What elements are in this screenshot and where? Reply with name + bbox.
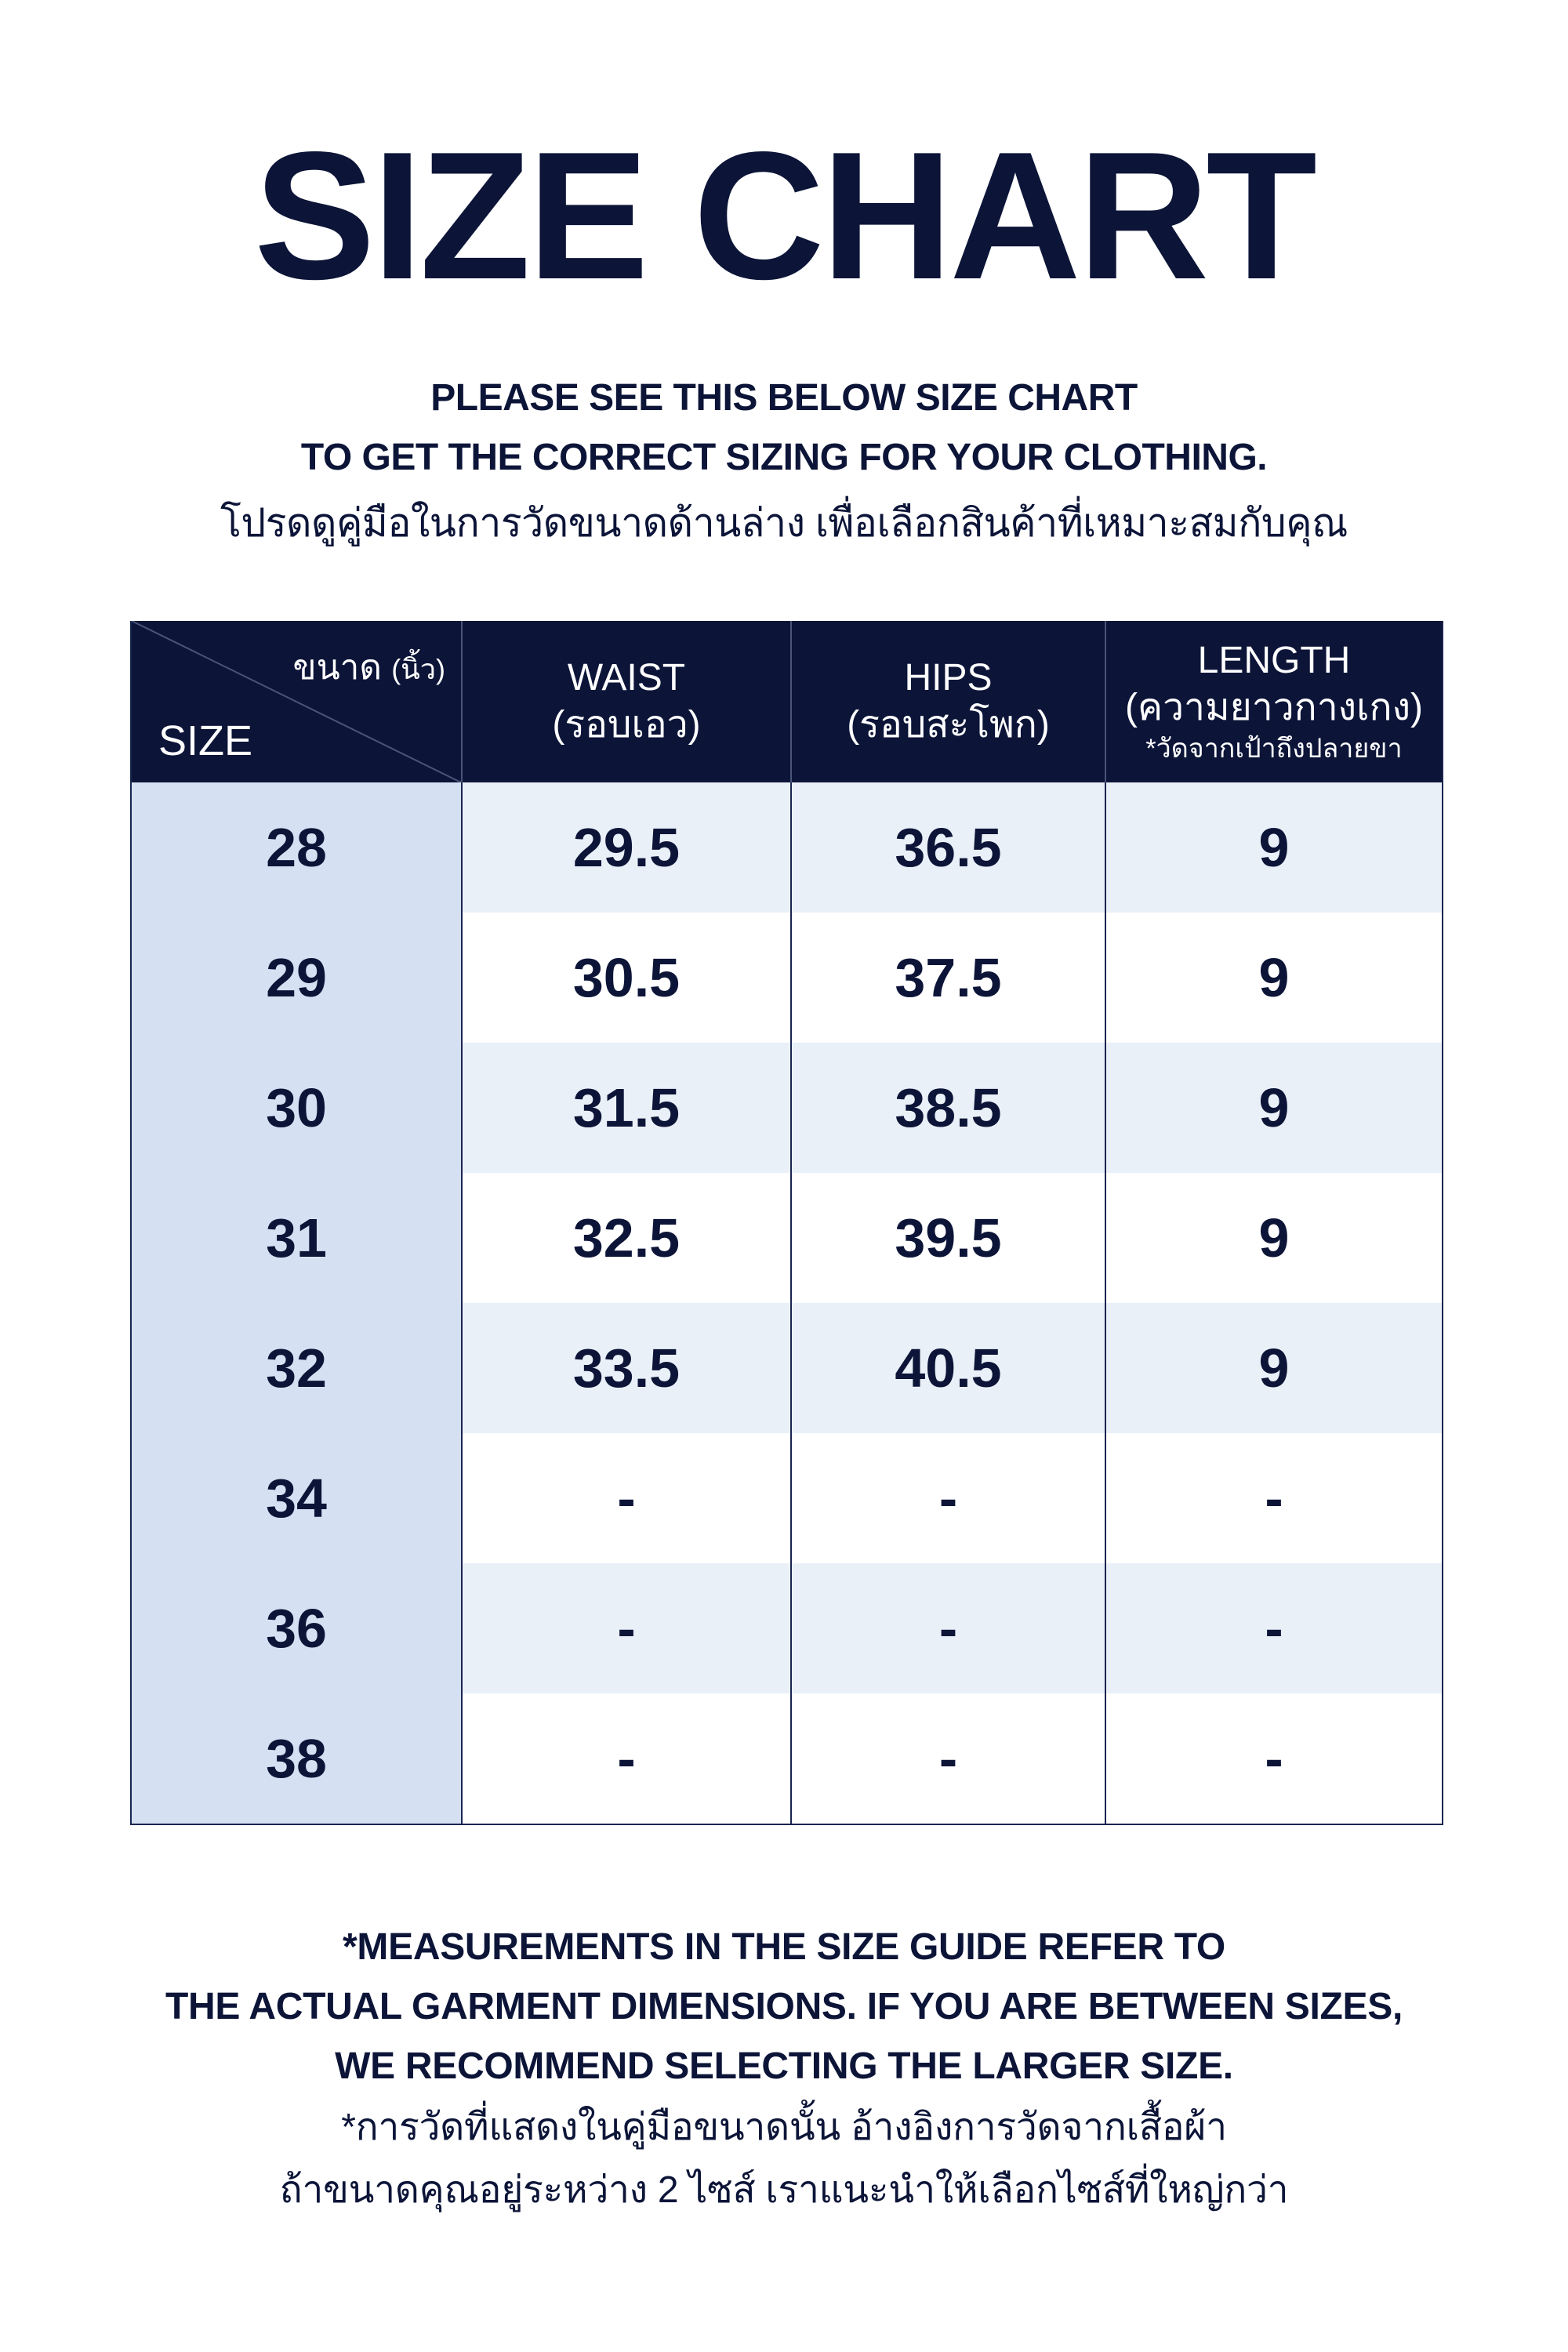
table-row: [132, 1173, 1442, 1303]
header-length-en: LENGTH: [1197, 640, 1351, 681]
note-line-2: THE ACTUAL GARMENT DIMENSIONS. IF YOU ARE BETWEEN SIZES,: [165, 1986, 1403, 2027]
size-cell: 29: [132, 913, 461, 1043]
hips-cell: -: [790, 1563, 1105, 1693]
length-cell: 9: [1105, 1173, 1442, 1303]
table-row: [132, 782, 1442, 913]
corner-header-cell: [132, 621, 461, 782]
length-cell: 9: [1105, 1043, 1442, 1173]
header-waist-th: (รอบเอว): [552, 704, 701, 746]
intro-line-1: PLEASE SEE THIS BELOW SIZE CHART: [430, 377, 1138, 419]
size-cell: 36: [132, 1563, 461, 1693]
hips-cell: 38.5: [790, 1043, 1105, 1173]
waist-cell: 29.5: [461, 782, 790, 913]
size-cell: 31: [132, 1173, 461, 1303]
waist-cell: -: [461, 1433, 790, 1563]
waist-cell: 33.5: [461, 1303, 790, 1433]
header-length-note: *วัดจากเป้าถึงปลายขา: [1145, 734, 1403, 764]
unit-label-text: ขนาด: [292, 648, 382, 687]
table-row: [132, 1043, 1442, 1173]
header-hips-en: HIPS: [904, 657, 993, 699]
header-length: [1105, 621, 1442, 782]
length-cell: 9: [1105, 782, 1442, 913]
size-cell: 32: [132, 1303, 461, 1433]
page-title: SIZE CHART: [254, 114, 1314, 318]
intro-line-2: TO GET THE CORRECT SIZING FOR YOUR CLOTHING.: [300, 437, 1268, 478]
intro-text: [0, 368, 1568, 557]
note-thai-line-2: ถ้าขนาดคุณอยู่ระหว่าง 2 ไซส์ เราแนะนำให้เลือกไซส์ที่ใหญ่กว่า: [279, 2169, 1289, 2211]
header-hips-th: (รอบสะโพก): [847, 704, 1050, 746]
note-line-3: WE RECOMMEND SELECTING THE LARGER SIZE.: [335, 2045, 1233, 2087]
size-table: [130, 621, 1443, 1825]
waist-cell: -: [461, 1563, 790, 1693]
unit-label: [293, 640, 445, 695]
waist-cell: 30.5: [461, 913, 790, 1043]
unit-label-inches: (นิ้ว): [391, 653, 445, 685]
note-line-1: *MEASUREMENTS IN THE SIZE GUIDE REFER TO: [343, 1926, 1225, 1968]
size-cell: 34: [132, 1433, 461, 1563]
waist-cell: 31.5: [461, 1043, 790, 1173]
length-cell: -: [1105, 1693, 1442, 1824]
size-cell: 28: [132, 782, 461, 913]
table-row: [132, 1563, 1442, 1693]
size-cell: 30: [132, 1043, 461, 1173]
table-row: [132, 913, 1442, 1043]
hips-cell: 39.5: [790, 1173, 1105, 1303]
waist-cell: 32.5: [461, 1173, 790, 1303]
table-header-row: [132, 621, 1442, 782]
length-cell: -: [1105, 1433, 1442, 1563]
length-cell: 9: [1105, 913, 1442, 1043]
note-thai-line-1: *การวัดที่แสดงในคู่มือขนาดนั้น อ้างอิงการวัดจากเสื้อผ้า: [341, 2107, 1227, 2148]
intro-line-thai: โปรดดูคู่มือในการวัดขนาดด้านล่าง เพื่อเลือกสินค้าที่เหมาะสมกับคุณ: [220, 501, 1348, 545]
hips-cell: 36.5: [790, 782, 1105, 913]
hips-cell: 37.5: [790, 913, 1105, 1043]
table-row: [132, 1303, 1442, 1433]
waist-cell: -: [461, 1693, 790, 1824]
length-cell: 9: [1105, 1303, 1442, 1433]
hips-cell: 40.5: [790, 1303, 1105, 1433]
header-waist-en: WAIST: [567, 657, 686, 699]
length-cell: -: [1105, 1563, 1442, 1693]
hips-cell: -: [790, 1433, 1105, 1563]
header-waist: [461, 621, 790, 782]
table-row: [132, 1433, 1442, 1563]
size-cell: 38: [132, 1693, 461, 1824]
measurement-notes: [0, 1918, 1568, 2222]
header-length-th: (ความยาวกางเกง): [1124, 687, 1423, 728]
hips-cell: -: [790, 1693, 1105, 1824]
header-hips: [790, 621, 1105, 782]
table-row: [132, 1693, 1442, 1824]
size-label: SIZE: [158, 717, 253, 764]
